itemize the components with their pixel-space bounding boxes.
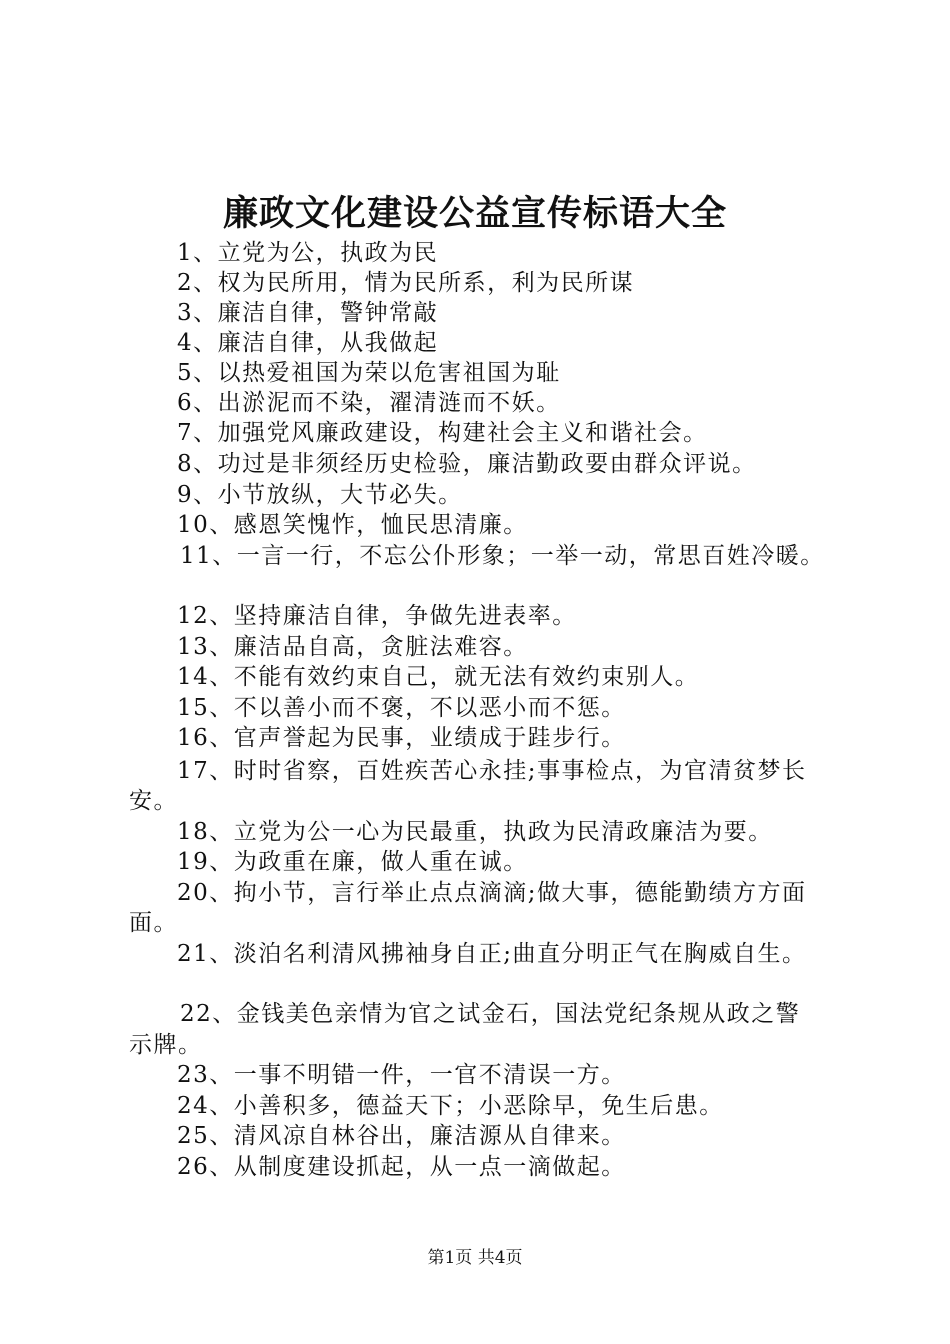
slogan-line: 12、坚持廉洁自律，争做先进表率。 — [177, 603, 577, 629]
slogan-line: 10、感恩笑愧怍，恤民思清廉。 — [177, 512, 528, 538]
slogan-line: 9、小节放纵，大节必失。 — [177, 482, 463, 508]
slogan-line: 5、以热爱祖国为荣以危害祖国为耻 — [177, 360, 561, 386]
slogan-line: 6、出淤泥而不染，濯清涟而不妖。 — [177, 390, 561, 416]
slogan-line: 25、清风凉自林谷出，廉洁源从自律来。 — [177, 1123, 626, 1149]
slogan-line: 19、为政重在廉，做人重在诚。 — [177, 849, 528, 875]
slogan-line: 22、金钱美色亲情为官之试金石，国法党纪条规从政之警 — [180, 1001, 801, 1027]
slogan-line: 7、加强党风廉政建设，构建社会主义和谐社会。 — [177, 420, 708, 446]
slogan-line: 安。 — [129, 788, 178, 814]
slogan-line: 示牌。 — [129, 1032, 203, 1058]
page-number: 第1页 共4页 — [427, 1248, 523, 1268]
slogan-line: 21、淡泊名利清风拂袖身自正;曲直分明正气在胸威自生。 — [177, 941, 807, 967]
slogan-line: 面。 — [129, 910, 178, 936]
document-title: 廉政文化建设公益宣传标语大全 — [222, 193, 727, 234]
slogan-line: 14、不能有效约束自己，就无法有效约束别人。 — [177, 664, 700, 690]
slogan-line: 3、廉洁自律，警钟常敲 — [177, 300, 439, 326]
slogan-line: 16、官声誉起为民事，业绩成于跬步行。 — [177, 725, 626, 751]
slogan-line: 20、拘小节，言行举止点点滴滴;做大事，德能勤绩方方面 — [177, 880, 807, 906]
slogan-line: 18、立党为公一心为民最重，执政为民清政廉洁为要。 — [177, 819, 773, 845]
slogan-line: 2、权为民所用，情为民所系，利为民所谋 — [177, 270, 635, 296]
slogan-line: 15、不以善小而不褒，不以恶小而不惩。 — [177, 695, 626, 721]
slogan-line: 4、廉洁自律，从我做起 — [177, 330, 439, 356]
slogan-line: 24、小善积多，德益天下；小恶除早，免生后患。 — [177, 1093, 724, 1119]
slogan-line: 23、一事不明错一件，一官不清误一方。 — [177, 1062, 626, 1088]
slogan-line: 8、功过是非须经历史检验，廉洁勤政要由群众评说。 — [177, 451, 757, 477]
slogan-line: 1、立党为公，执政为民 — [177, 240, 439, 266]
slogan-line: 26、从制度建设抓起，从一点一滴做起。 — [177, 1154, 626, 1180]
slogan-line: 17、时时省察，百姓疾苦心永挂;事事检点，为官清贫梦长 — [177, 758, 807, 784]
slogan-line: 11、一言一行，不忘公仆形象；一举一动，常思百姓冷暖。 — [180, 543, 825, 569]
slogan-line: 13、廉洁品自高，贪脏法难容。 — [177, 634, 528, 660]
